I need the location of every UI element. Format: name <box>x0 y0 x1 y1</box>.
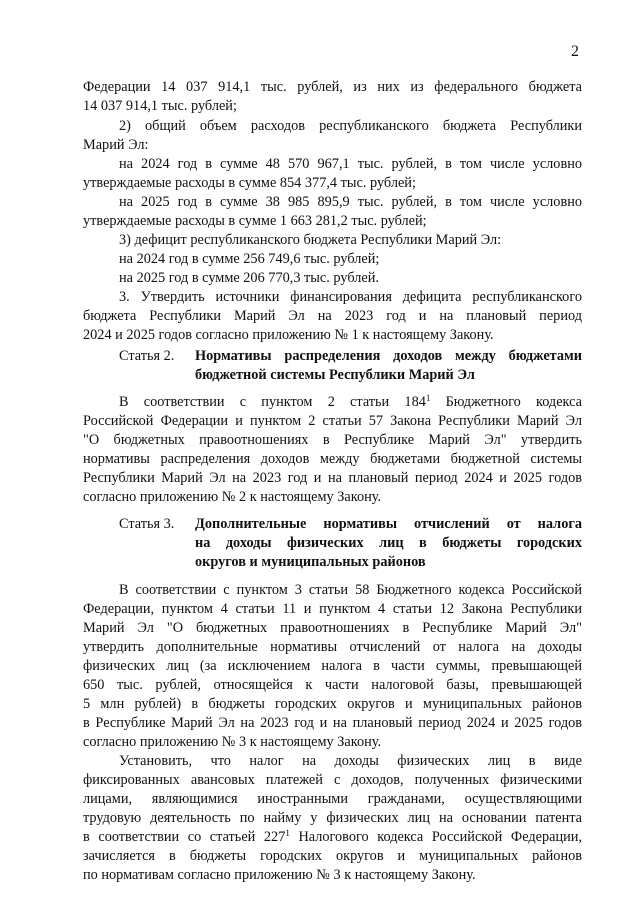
text-line: лицами, являющимися иностранными гражданами, осуществляющими <box>83 791 582 807</box>
text-line: утверждаемые расходы в сумме 854 377,4 тыс. рублей; <box>83 175 416 191</box>
text-line: на 2025 год в сумме 206 770,3 тыс. рублей. <box>119 270 379 286</box>
article-title: округов и муниципальных районов <box>195 554 426 570</box>
text-line: фиксированных авансовых платежей с доходов, полученных физическими <box>83 772 582 788</box>
text-line: по нормативам согласно приложению № 3 к настоящему Закону. <box>83 867 476 883</box>
superscript: 1 <box>285 828 290 838</box>
text-line: нормативы распределения доходов между бюджетами бюджетной системы <box>83 451 582 467</box>
text-line: Марий Эл: <box>83 137 149 153</box>
text-line: бюджета Республики Марий Эл на 2023 год и на плановый период <box>83 308 582 324</box>
article-title: Нормативы распределения доходов между бюджетами <box>195 348 582 364</box>
text-line: 14 037 914,1 тыс. рублей; <box>83 98 237 114</box>
text-line: 2) общий объем расходов республиканского бюджета Республики <box>119 118 582 134</box>
text-line: согласно приложению № 3 к настоящему Закону. <box>83 734 382 750</box>
article-title: на доходы физических лиц в бюджеты городских <box>195 535 582 551</box>
text-line <box>0 393 639 412</box>
page-number: 2 <box>571 43 579 60</box>
text-line: Республики Марий Эл на 2023 год и на плановый период 2024 и 2025 годов <box>83 470 582 486</box>
text-line: 3. Утвердить источники финансирования дефицита республиканского <box>119 289 582 305</box>
text-line: Марий Эл "О бюджетных правоотношениях в Республике Марий Эл" <box>83 620 582 636</box>
text-span: Бюджетного кодекса <box>430 394 583 410</box>
superscript: 1 <box>425 393 431 403</box>
article-label: Статья 2. <box>119 348 175 364</box>
text-line: согласно приложению № 2 к настоящему Закону. <box>83 489 382 505</box>
article-title: бюджетной системы Республики Марий Эл <box>195 367 475 383</box>
text-span: в соответствии со статьей 227 <box>83 829 286 845</box>
text-line: зачисляется в бюджеты городских округов и муниципальных районов <box>83 848 582 864</box>
text-line: 650 тыс. рублей, относящейся к части налоговой базы, превышающей <box>83 677 582 693</box>
text-span: Налогового кодекса Российской Федерации, <box>289 829 583 845</box>
text-span: В соответствии с пунктом 2 статьи 184 <box>119 394 426 410</box>
text-line: утвердить дополнительные нормативы отчислений от налога на доходы <box>83 639 582 655</box>
text-line: "О бюджетных правоотношениях в Республике Марий Эл" утвердить <box>83 432 582 448</box>
text-line: на 2024 год в сумме 48 570 967,1 тыс. рублей, в том числе условно <box>119 156 582 172</box>
text-line: 2024 и 2025 годов согласно приложению № 1 к настоящему Закону. <box>83 327 494 343</box>
text-line: в Республике Марий Эл на 2023 год и на плановый период 2024 и 2025 годов <box>83 715 582 731</box>
text-line: Федерации, пунктом 4 статьи 11 и пунктом 4 статьи 12 Закона Республики <box>83 601 582 617</box>
text-line: утверждаемые расходы в сумме 1 663 281,2 тыс. рублей; <box>83 213 427 229</box>
text-line: В соответствии с пунктом 3 статьи 58 Бюджетного кодекса Российской <box>119 582 582 598</box>
text-line: трудовую деятельность по найму у физических лиц на основании патента <box>83 810 582 826</box>
text-line <box>0 828 639 847</box>
article-label: Статья 3. <box>119 516 175 532</box>
text-line: Федерации 14 037 914,1 тыс. рублей, из них из федерального бюджета <box>83 79 582 95</box>
text-line: 5 млн рублей) в бюджеты городских округов и муниципальных районов <box>83 696 582 712</box>
text-line: на 2025 год в сумме 38 985 895,9 тыс. рублей, в том числе условно <box>119 194 582 210</box>
text-line: Установить, что налог на доходы физических лиц в виде <box>119 753 582 769</box>
text-line: Российской Федерации и пунктом 2 статьи 57 Закона Республики Марий Эл <box>83 413 582 429</box>
text-line: физических лиц (за исключением налога в части суммы, превышающей <box>83 658 582 674</box>
text-line: 3) дефицит республиканского бюджета Республики Марий Эл: <box>119 232 502 248</box>
article-title: Дополнительные нормативы отчислений от налога <box>195 516 582 532</box>
text-line: на 2024 год в сумме 256 749,6 тыс. рублей; <box>119 251 380 267</box>
